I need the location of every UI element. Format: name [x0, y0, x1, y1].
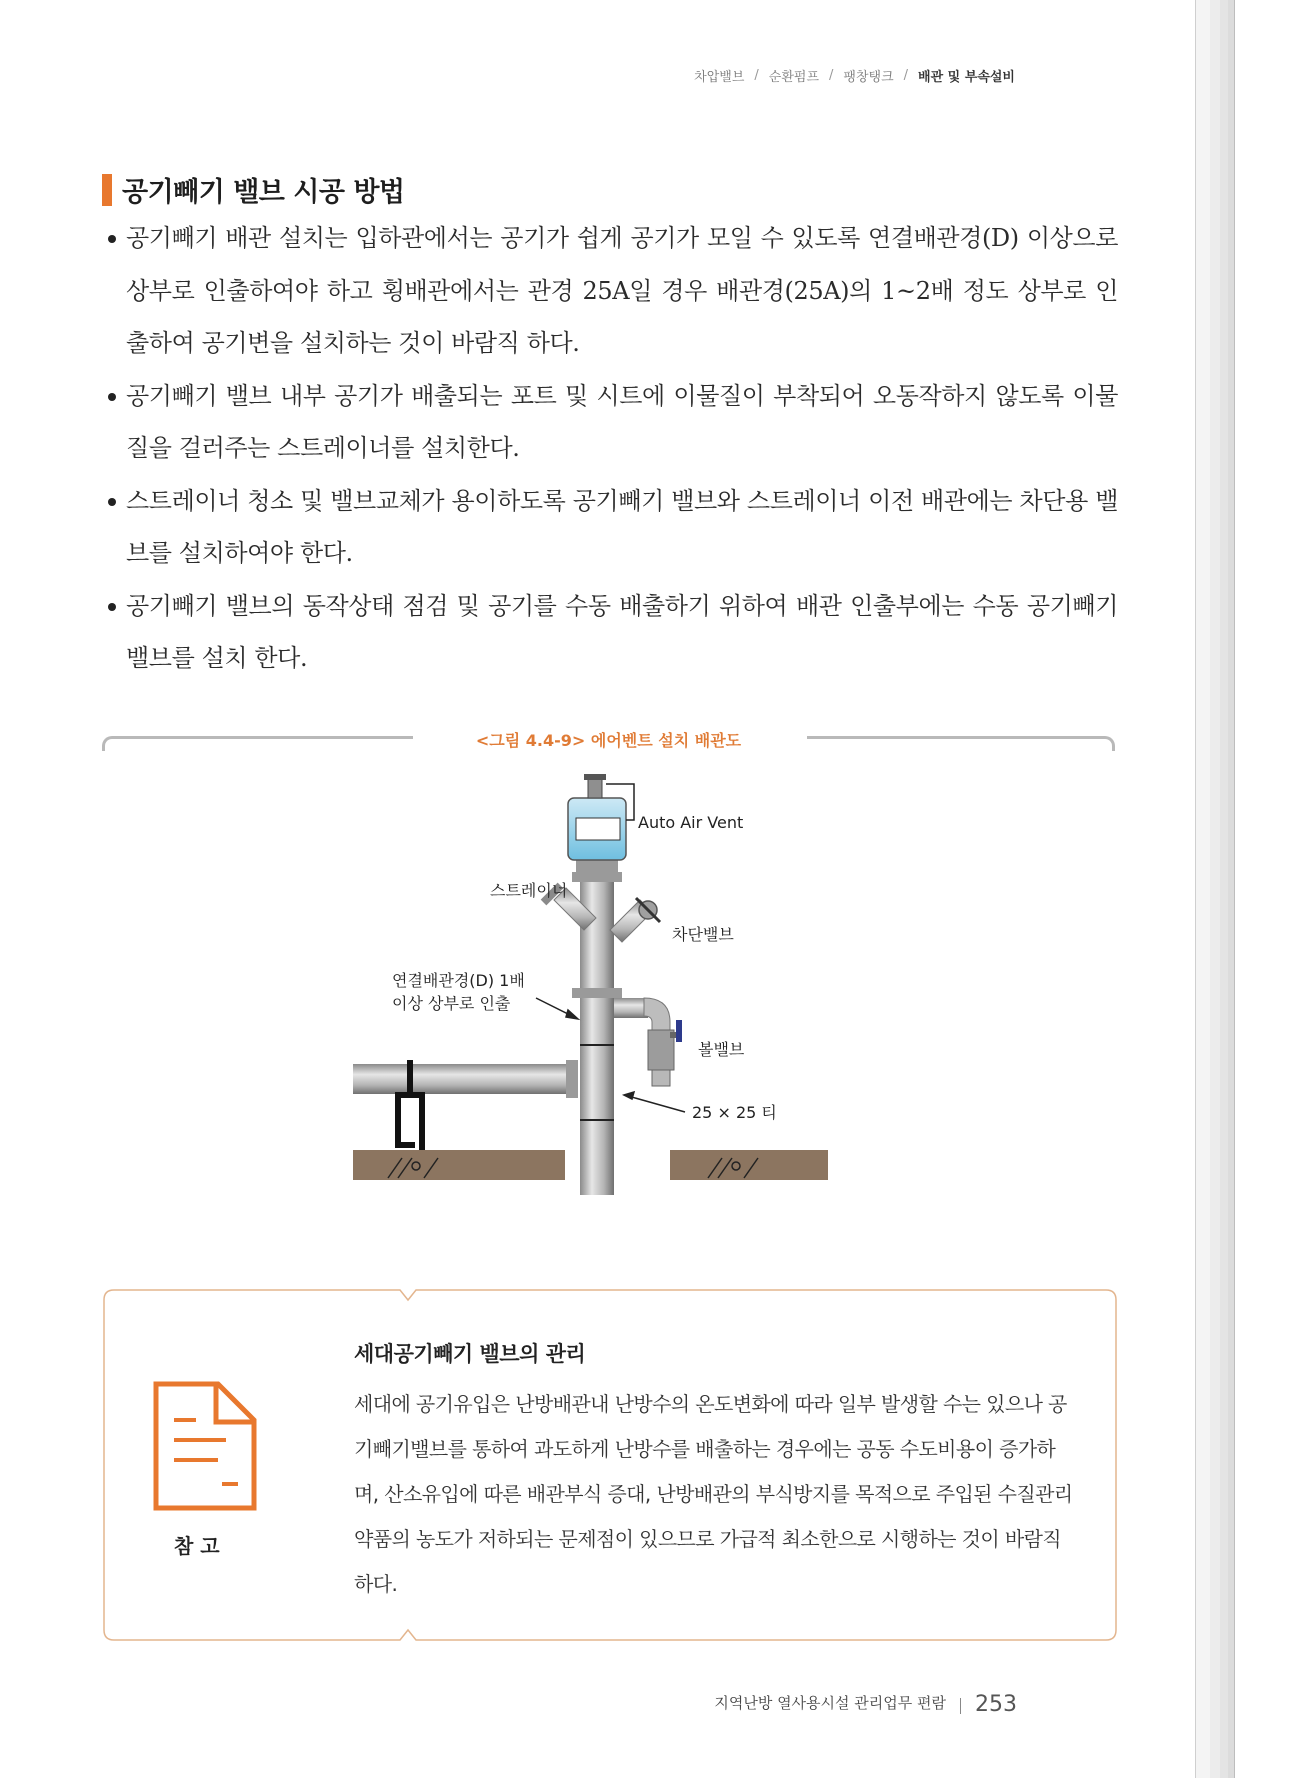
figure-caption: <그림 4.4-9> 에어벤트 설치 배관도: [475, 731, 742, 750]
bullet-text: 스트레이너 청소 및 밸브교체가 용이하도록 공기빼기 밸브와 스트레이너 이전 배관에는 차단용 밸브를 설치하여야 한다.: [126, 486, 1118, 567]
bullet-text: 공기빼기 밸브 내부 공기가 배출되는 포트 및 시트에 이물질이 부착되어 오동작하지 않도록 이물질을 걸러주는 스트레이너를 설치한다.: [126, 381, 1118, 462]
horizontal-pipe: [353, 1064, 568, 1094]
bullet-text: 공기빼기 밸브의 동작상태 점검 및 공기를 수동 배출하기 위하여 배관 인출부에는 수동 공기빼기 밸브를 설치 한다.: [126, 591, 1118, 672]
bullet-dot: [108, 603, 116, 611]
heading-accent-bar: [102, 174, 112, 206]
figure-header: [102, 728, 1115, 758]
bullet-dot: [108, 498, 116, 506]
bullet-dot: [108, 235, 116, 243]
footer-separator: [960, 1698, 961, 1714]
breadcrumb-item-circulation-pump[interactable]: 순환펌프: [768, 70, 820, 85]
label-connection-line1: 연결배관경(D) 1배: [392, 971, 525, 990]
section-heading: [102, 170, 405, 209]
breadcrumb-separator: /: [754, 68, 759, 83]
bullet-item: [108, 475, 1118, 580]
label-ball-valve: 볼밸브: [698, 1040, 745, 1059]
breadcrumb-item-differential-valve[interactable]: 차압밸브: [694, 70, 745, 85]
section-title: 공기빼기 밸브 시공 방법: [122, 177, 405, 208]
label-shutoff-valve: 차단밸브: [672, 925, 734, 944]
label-strainer: 스트레이너: [490, 881, 568, 900]
bullet-item: [108, 370, 1118, 475]
vertical-pipe: [580, 995, 614, 1195]
ball-valve-handle: [676, 1020, 682, 1042]
label-tee: 25 × 25 티: [692, 1103, 777, 1122]
document-icon: [152, 1380, 258, 1512]
reference-box: [102, 1288, 1118, 1642]
bullet-list: [108, 212, 1118, 685]
bullet-text: 공기빼기 배관 설치는 입하관에서는 공기가 쉽게 공기가 모일 수 있도록 연결배관경(D) 이상으로 상부로 인출하여야 하고 횡배관에서는 관경 25A일 경우 배관경(25A)의 1~2배 정도 상부로 인출하여 공기변을 설치하는 것이 바람직 하다.: [126, 224, 1118, 357]
breadcrumb-separator: /: [829, 68, 834, 83]
breadcrumb: [694, 66, 1015, 85]
bullet-dot: [108, 393, 116, 401]
book-edge: [1196, 0, 1211, 1778]
reference-title: 세대공기빼기 밸브의 관리: [354, 1342, 586, 1366]
breadcrumb-separator: /: [903, 68, 909, 83]
reference-body: 세대에 공기유입은 난방배관내 난방수의 온도변화에 따라 일부 발생할 수는 있으나 공기빼기밸브를 통하여 과도하게 난방수를 배출하는 경우에는 공동 수도비용이 증가하며, 산소유입에 따른 배관부식 증대, 난방배관의 부식방지를 목적으로 주입된 수질관리 약품의 농도가 저하되는 문제점이 있으므로 가급적 최소한으로 시행하는 것이 바람직 하다.: [354, 1392, 1073, 1596]
book-edge: [1228, 0, 1235, 1778]
breadcrumb-item-expansion-tank[interactable]: 팽창탱크: [843, 70, 894, 85]
footer-book-title: 지역난방 열사용시설 관리업무 편람: [714, 1694, 946, 1712]
bullet-item: [108, 212, 1118, 370]
pipe-flange: [566, 1060, 578, 1098]
ground-slab-right: [670, 1150, 828, 1180]
reference-label: 참 고: [174, 1534, 220, 1558]
label-connection-line2: 이상 상부로 인출: [392, 994, 511, 1013]
bullet-item: [108, 580, 1118, 685]
upper-pipe: [580, 880, 614, 995]
page-footer: [714, 1692, 1017, 1717]
air-vent-piping-diagram: [340, 760, 880, 1200]
tee-branch: [614, 998, 648, 1018]
ground-slab-left: [353, 1150, 565, 1180]
breadcrumb-item-piping[interactable]: 배관 및 부속설비: [918, 70, 1015, 85]
page-number: 253: [975, 1692, 1017, 1717]
label-auto-air-vent: Auto Air Vent: [638, 813, 744, 832]
